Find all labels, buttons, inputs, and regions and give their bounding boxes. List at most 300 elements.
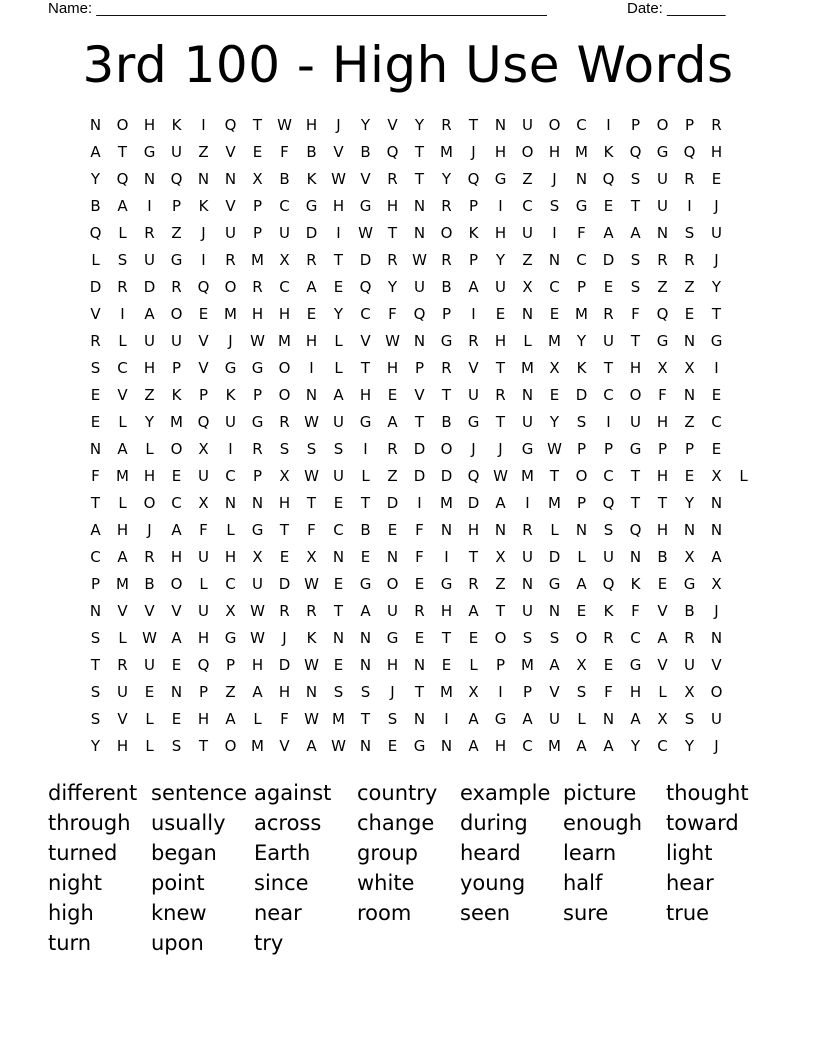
page-title: 3rd 100 - High Use Words [82, 36, 734, 94]
grid-letter: A [603, 736, 614, 755]
grid-letter: C [279, 196, 290, 215]
grid-letter: F [604, 682, 613, 701]
grid-letter: Q [629, 142, 642, 161]
grid-letter: Q [629, 520, 642, 539]
grid-letter: G [710, 331, 723, 350]
grid-letter: M [251, 250, 264, 269]
grid-letter: G [251, 520, 264, 539]
grid-letter: X [198, 439, 209, 458]
grid-letter: Z [522, 250, 533, 269]
grid-letter: B [360, 520, 371, 539]
grid-letter: R [441, 115, 452, 134]
grid-letter: K [198, 196, 209, 215]
grid-letter: A [387, 412, 398, 431]
grid-letter: X [684, 682, 695, 701]
word-list-item: upon [151, 931, 204, 955]
grid-letter: M [548, 493, 561, 512]
grid-letter: V [225, 196, 236, 215]
grid-letter: L [361, 466, 370, 485]
grid-letter: M [548, 736, 561, 755]
date-field-label: Date: _______ [627, 0, 726, 17]
grid-letter: E [252, 142, 263, 161]
grid-letter: I [498, 682, 503, 701]
grid-letter: T [90, 655, 101, 674]
grid-letter: J [147, 520, 152, 539]
grid-letter: T [360, 358, 371, 377]
grid-letter: R [279, 412, 290, 431]
grid-letter: I [336, 223, 341, 242]
grid-letter: U [252, 574, 263, 593]
grid-letter: Q [413, 304, 426, 323]
grid-letter: D [305, 223, 318, 242]
grid-letter: O [575, 628, 588, 647]
grid-letter: N [224, 493, 237, 512]
word-list-item: point [151, 871, 205, 895]
grid-letter: R [279, 601, 290, 620]
grid-letter: V [198, 358, 209, 377]
grid-letter: N [89, 601, 102, 620]
grid-letter: G [440, 331, 453, 350]
grid-letter: L [145, 736, 154, 755]
grid-letter: G [224, 628, 237, 647]
grid-row [82, 219, 757, 246]
grid-letter: T [90, 493, 101, 512]
grid-letter: K [306, 169, 317, 188]
grid-letter: I [525, 493, 530, 512]
grid-letter: K [603, 601, 614, 620]
grid-letter: N [143, 169, 156, 188]
grid-letter: B [360, 142, 371, 161]
grid-letter: E [711, 169, 722, 188]
word-list-item: near [254, 901, 302, 925]
grid-letter: R [306, 250, 317, 269]
grid-letter: O [170, 574, 183, 593]
grid-letter: W [304, 709, 319, 728]
grid-letter: G [170, 250, 183, 269]
grid-letter: U [711, 223, 722, 242]
grid-letter: V [117, 601, 128, 620]
grid-letter: Y [576, 331, 587, 350]
grid-letter: F [658, 385, 667, 404]
grid-letter: N [494, 115, 507, 134]
grid-letter: T [441, 628, 452, 647]
grid-row [82, 273, 757, 300]
grid-letter: L [334, 358, 343, 377]
grid-letter: U [279, 223, 290, 242]
grid-letter: R [387, 169, 398, 188]
grid-letter: S [387, 709, 398, 728]
grid-letter: W [304, 655, 319, 674]
grid-letter: R [441, 196, 452, 215]
grid-letter: E [90, 412, 101, 431]
grid-letter: A [225, 709, 236, 728]
grid-letter: U [333, 412, 344, 431]
grid-letter: X [306, 547, 317, 566]
grid-letter: J [336, 115, 341, 134]
grid-letter: J [282, 628, 287, 647]
grid-letter: U [225, 412, 236, 431]
grid-letter: G [359, 412, 372, 431]
grid-letter: H [197, 709, 210, 728]
grid-letter: E [684, 304, 695, 323]
grid-letter: G [359, 196, 372, 215]
grid-letter: W [385, 331, 400, 350]
grid-letter: N [413, 331, 426, 350]
grid-letter: E [495, 304, 506, 323]
grid-letter: N [305, 682, 318, 701]
grid-letter: X [495, 547, 506, 566]
grid-letter: C [603, 385, 614, 404]
grid-letter: Y [441, 169, 452, 188]
grid-letter: L [199, 574, 208, 593]
grid-letter: C [522, 736, 533, 755]
grid-letter: G [575, 196, 588, 215]
grid-letter: E [387, 520, 398, 539]
grid-letter: O [386, 574, 399, 593]
grid-letter: J [552, 169, 557, 188]
grid-letter: N [710, 628, 723, 647]
grid-letter: C [333, 520, 344, 539]
grid-letter: V [198, 331, 209, 350]
grid-letter: R [144, 223, 155, 242]
grid-letter: J [201, 223, 206, 242]
grid-letter: D [386, 493, 399, 512]
grid-letter: S [603, 520, 614, 539]
grid-letter: U [468, 385, 479, 404]
grid-letter: R [495, 385, 506, 404]
grid-letter: G [656, 142, 669, 161]
grid-letter: R [684, 628, 695, 647]
grid-letter: H [656, 412, 669, 431]
grid-letter: H [494, 331, 507, 350]
grid-letter: G [440, 574, 453, 593]
grid-letter: N [575, 169, 588, 188]
grid-letter: S [684, 223, 695, 242]
grid-letter: X [684, 358, 695, 377]
grid-letter: E [171, 709, 182, 728]
grid-letter: X [252, 547, 263, 566]
grid-letter: F [280, 142, 289, 161]
grid-letter: P [252, 223, 263, 242]
grid-letter: G [305, 196, 318, 215]
grid-letter: N [521, 385, 534, 404]
grid-letter: T [603, 358, 614, 377]
grid-letter: L [118, 223, 127, 242]
grid-letter: C [225, 574, 236, 593]
grid-letter: N [89, 439, 102, 458]
grid-letter: X [225, 601, 236, 620]
grid-letter: X [522, 277, 533, 296]
grid-letter: T [711, 304, 722, 323]
grid-letter: W [304, 466, 319, 485]
grid-letter: X [711, 466, 722, 485]
grid-letter: M [170, 412, 183, 431]
grid-letter: H [143, 358, 156, 377]
grid-letter: T [252, 115, 263, 134]
grid-letter: J [714, 250, 719, 269]
grid-letter: S [549, 628, 560, 647]
grid-letter: T [414, 169, 425, 188]
grid-letter: K [576, 358, 587, 377]
grid-letter: B [144, 574, 155, 593]
grid-letter: A [630, 223, 641, 242]
grid-letter: S [549, 196, 560, 215]
grid-letter: D [413, 439, 426, 458]
grid-letter: A [171, 520, 182, 539]
grid-letter: Y [387, 277, 398, 296]
grid-letter: Q [656, 304, 669, 323]
grid-letter: C [711, 412, 722, 431]
grid-letter: P [198, 385, 209, 404]
grid-row [82, 489, 757, 516]
grid-letter: G [656, 331, 669, 350]
grid-letter: E [684, 466, 695, 485]
grid-letter: T [414, 142, 425, 161]
word-list-item: seen [460, 901, 511, 925]
grid-letter: Q [683, 142, 696, 161]
grid-letter: E [333, 493, 344, 512]
grid-letter: M [116, 466, 129, 485]
grid-letter: T [414, 412, 425, 431]
grid-letter: I [201, 115, 206, 134]
grid-letter: U [657, 196, 668, 215]
grid-letter: U [225, 223, 236, 242]
grid-letter: M [575, 142, 588, 161]
grid-letter: S [306, 439, 317, 458]
grid-letter: V [117, 709, 128, 728]
grid-letter: T [630, 196, 641, 215]
word-list-item: change [357, 811, 435, 835]
grid-letter: U [522, 412, 533, 431]
grid-letter: U [711, 709, 722, 728]
grid-letter: O [278, 358, 291, 377]
grid-letter: H [548, 142, 561, 161]
grid-letter: F [388, 304, 397, 323]
grid-letter: O [710, 682, 723, 701]
grid-letter: T [468, 547, 479, 566]
grid-letter: E [198, 304, 209, 323]
grid-letter: E [576, 601, 587, 620]
grid-letter: E [333, 574, 344, 593]
grid-letter: U [684, 655, 695, 674]
grid-letter: L [550, 520, 559, 539]
grid-letter: Q [602, 574, 615, 593]
grid-letter: R [603, 628, 614, 647]
grid-letter: I [552, 223, 557, 242]
grid-letter: G [548, 574, 561, 593]
grid-letter: D [467, 493, 480, 512]
grid-letter: N [332, 547, 345, 566]
grid-letter: H [440, 601, 453, 620]
grid-letter: F [415, 520, 424, 539]
grid-letter: A [468, 709, 479, 728]
grid-letter: H [467, 520, 480, 539]
grid-letter: S [90, 358, 101, 377]
grid-letter: A [522, 709, 533, 728]
grid-letter: R [468, 331, 479, 350]
grid-letter: N [602, 709, 615, 728]
word-list-item: true [666, 901, 710, 925]
grid-letter: R [522, 520, 533, 539]
grid-letter: X [279, 250, 290, 269]
grid-letter: O [224, 277, 237, 296]
grid-letter: Q [89, 223, 102, 242]
grid-letter: K [468, 223, 479, 242]
grid-letter: N [440, 736, 453, 755]
grid-letter: R [684, 169, 695, 188]
grid-letter: U [522, 115, 533, 134]
grid-letter: K [306, 628, 317, 647]
grid-row [82, 435, 757, 462]
grid-letter: N [251, 493, 264, 512]
grid-letter: Q [197, 655, 210, 674]
grid-letter: M [521, 655, 534, 674]
grid-letter: M [332, 709, 345, 728]
grid-letter: U [171, 331, 182, 350]
grid-letter: S [117, 250, 128, 269]
grid-letter: V [333, 142, 344, 161]
grid-letter: A [495, 493, 506, 512]
grid-letter: M [278, 331, 291, 350]
grid-letter: Z [171, 223, 182, 242]
grid-letter: H [251, 304, 264, 323]
grid-letter: J [714, 196, 719, 215]
grid-letter: T [495, 358, 506, 377]
grid-letter: S [576, 682, 587, 701]
grid-letter: P [495, 655, 506, 674]
grid-letter: A [90, 520, 101, 539]
grid-letter: H [629, 358, 642, 377]
grid-letter: B [657, 547, 668, 566]
grid-letter: R [252, 439, 263, 458]
grid-letter: E [306, 304, 317, 323]
grid-letter: T [630, 493, 641, 512]
grid-letter: J [471, 142, 476, 161]
grid-letter: E [414, 628, 425, 647]
grid-letter: U [198, 547, 209, 566]
grid-letter: W [304, 412, 319, 431]
grid-row [82, 165, 757, 192]
grid-row [82, 651, 757, 678]
grid-letter: R [90, 331, 101, 350]
grid-letter: L [469, 655, 478, 674]
grid-letter: V [360, 331, 371, 350]
grid-letter: H [332, 196, 345, 215]
grid-letter: U [549, 709, 560, 728]
grid-letter: N [629, 547, 642, 566]
grid-letter: Y [495, 250, 506, 269]
grid-letter: S [576, 412, 587, 431]
grid-letter: T [117, 142, 128, 161]
grid-letter: O [440, 439, 453, 458]
grid-letter: G [143, 142, 156, 161]
grid-letter: W [250, 628, 265, 647]
grid-letter: U [603, 547, 614, 566]
word-list-item: during [460, 811, 528, 835]
grid-letter: P [522, 682, 533, 701]
grid-letter: A [549, 655, 560, 674]
grid-letter: V [279, 736, 290, 755]
grid-letter: A [171, 628, 182, 647]
word-list-item: room [357, 901, 412, 925]
grid-letter: A [117, 547, 128, 566]
grid-letter: Y [144, 412, 155, 431]
grid-letter: O [143, 493, 156, 512]
grid-letter: E [441, 655, 452, 674]
grid-letter: R [441, 250, 452, 269]
grid-letter: F [577, 223, 586, 242]
grid-letter: I [498, 196, 503, 215]
grid-letter: R [144, 547, 155, 566]
grid-letter: H [278, 304, 291, 323]
grid-letter: M [440, 682, 453, 701]
grid-row [82, 354, 757, 381]
grid-letter: P [630, 115, 641, 134]
grid-letter: O [575, 466, 588, 485]
grid-letter: S [90, 709, 101, 728]
word-list-item: sentence [151, 781, 248, 805]
grid-letter: P [171, 358, 182, 377]
grid-letter: E [171, 655, 182, 674]
grid-letter: F [415, 547, 424, 566]
grid-letter: X [468, 682, 479, 701]
grid-letter: H [224, 547, 237, 566]
grid-letter: B [306, 142, 317, 161]
grid-letter: A [333, 385, 344, 404]
grid-letter: F [307, 520, 316, 539]
grid-letter: I [687, 196, 692, 215]
word-list-item: half [563, 871, 603, 895]
grid-letter: D [278, 655, 291, 674]
grid-row [82, 462, 757, 489]
grid-letter: H [359, 385, 372, 404]
grid-letter: Z [144, 385, 155, 404]
grid-letter: N [332, 628, 345, 647]
grid-letter: X [684, 547, 695, 566]
grid-letter: D [413, 466, 426, 485]
grid-letter: H [116, 736, 129, 755]
grid-letter: L [253, 709, 262, 728]
grid-letter: E [360, 547, 371, 566]
grid-letter: C [90, 547, 101, 566]
grid-letter: R [414, 601, 425, 620]
word-list-item: across [254, 811, 322, 835]
grid-letter: G [494, 709, 507, 728]
grid-letter: E [468, 628, 479, 647]
grid-letter: U [522, 223, 533, 242]
grid-letter: T [306, 493, 317, 512]
grid-letter: Z [684, 277, 695, 296]
grid-letter: R [306, 601, 317, 620]
grid-letter: I [309, 358, 314, 377]
word-list-item: learn [563, 841, 617, 865]
grid-letter: T [630, 466, 641, 485]
grid-letter: C [522, 196, 533, 215]
name-field-label: Name: ______________________________________________________ [48, 0, 547, 17]
grid-letter: A [360, 601, 371, 620]
grid-letter: I [417, 493, 422, 512]
grid-letter: A [657, 628, 668, 647]
grid-letter: G [629, 439, 642, 458]
grid-letter: B [441, 277, 452, 296]
grid-letter: G [251, 358, 264, 377]
grid-letter: U [387, 601, 398, 620]
word-list-item: try [254, 931, 284, 955]
word-list-item: hear [666, 871, 714, 895]
grid-letter: C [630, 628, 641, 647]
word-list-item: example [460, 781, 551, 805]
grid-letter: U [144, 655, 155, 674]
